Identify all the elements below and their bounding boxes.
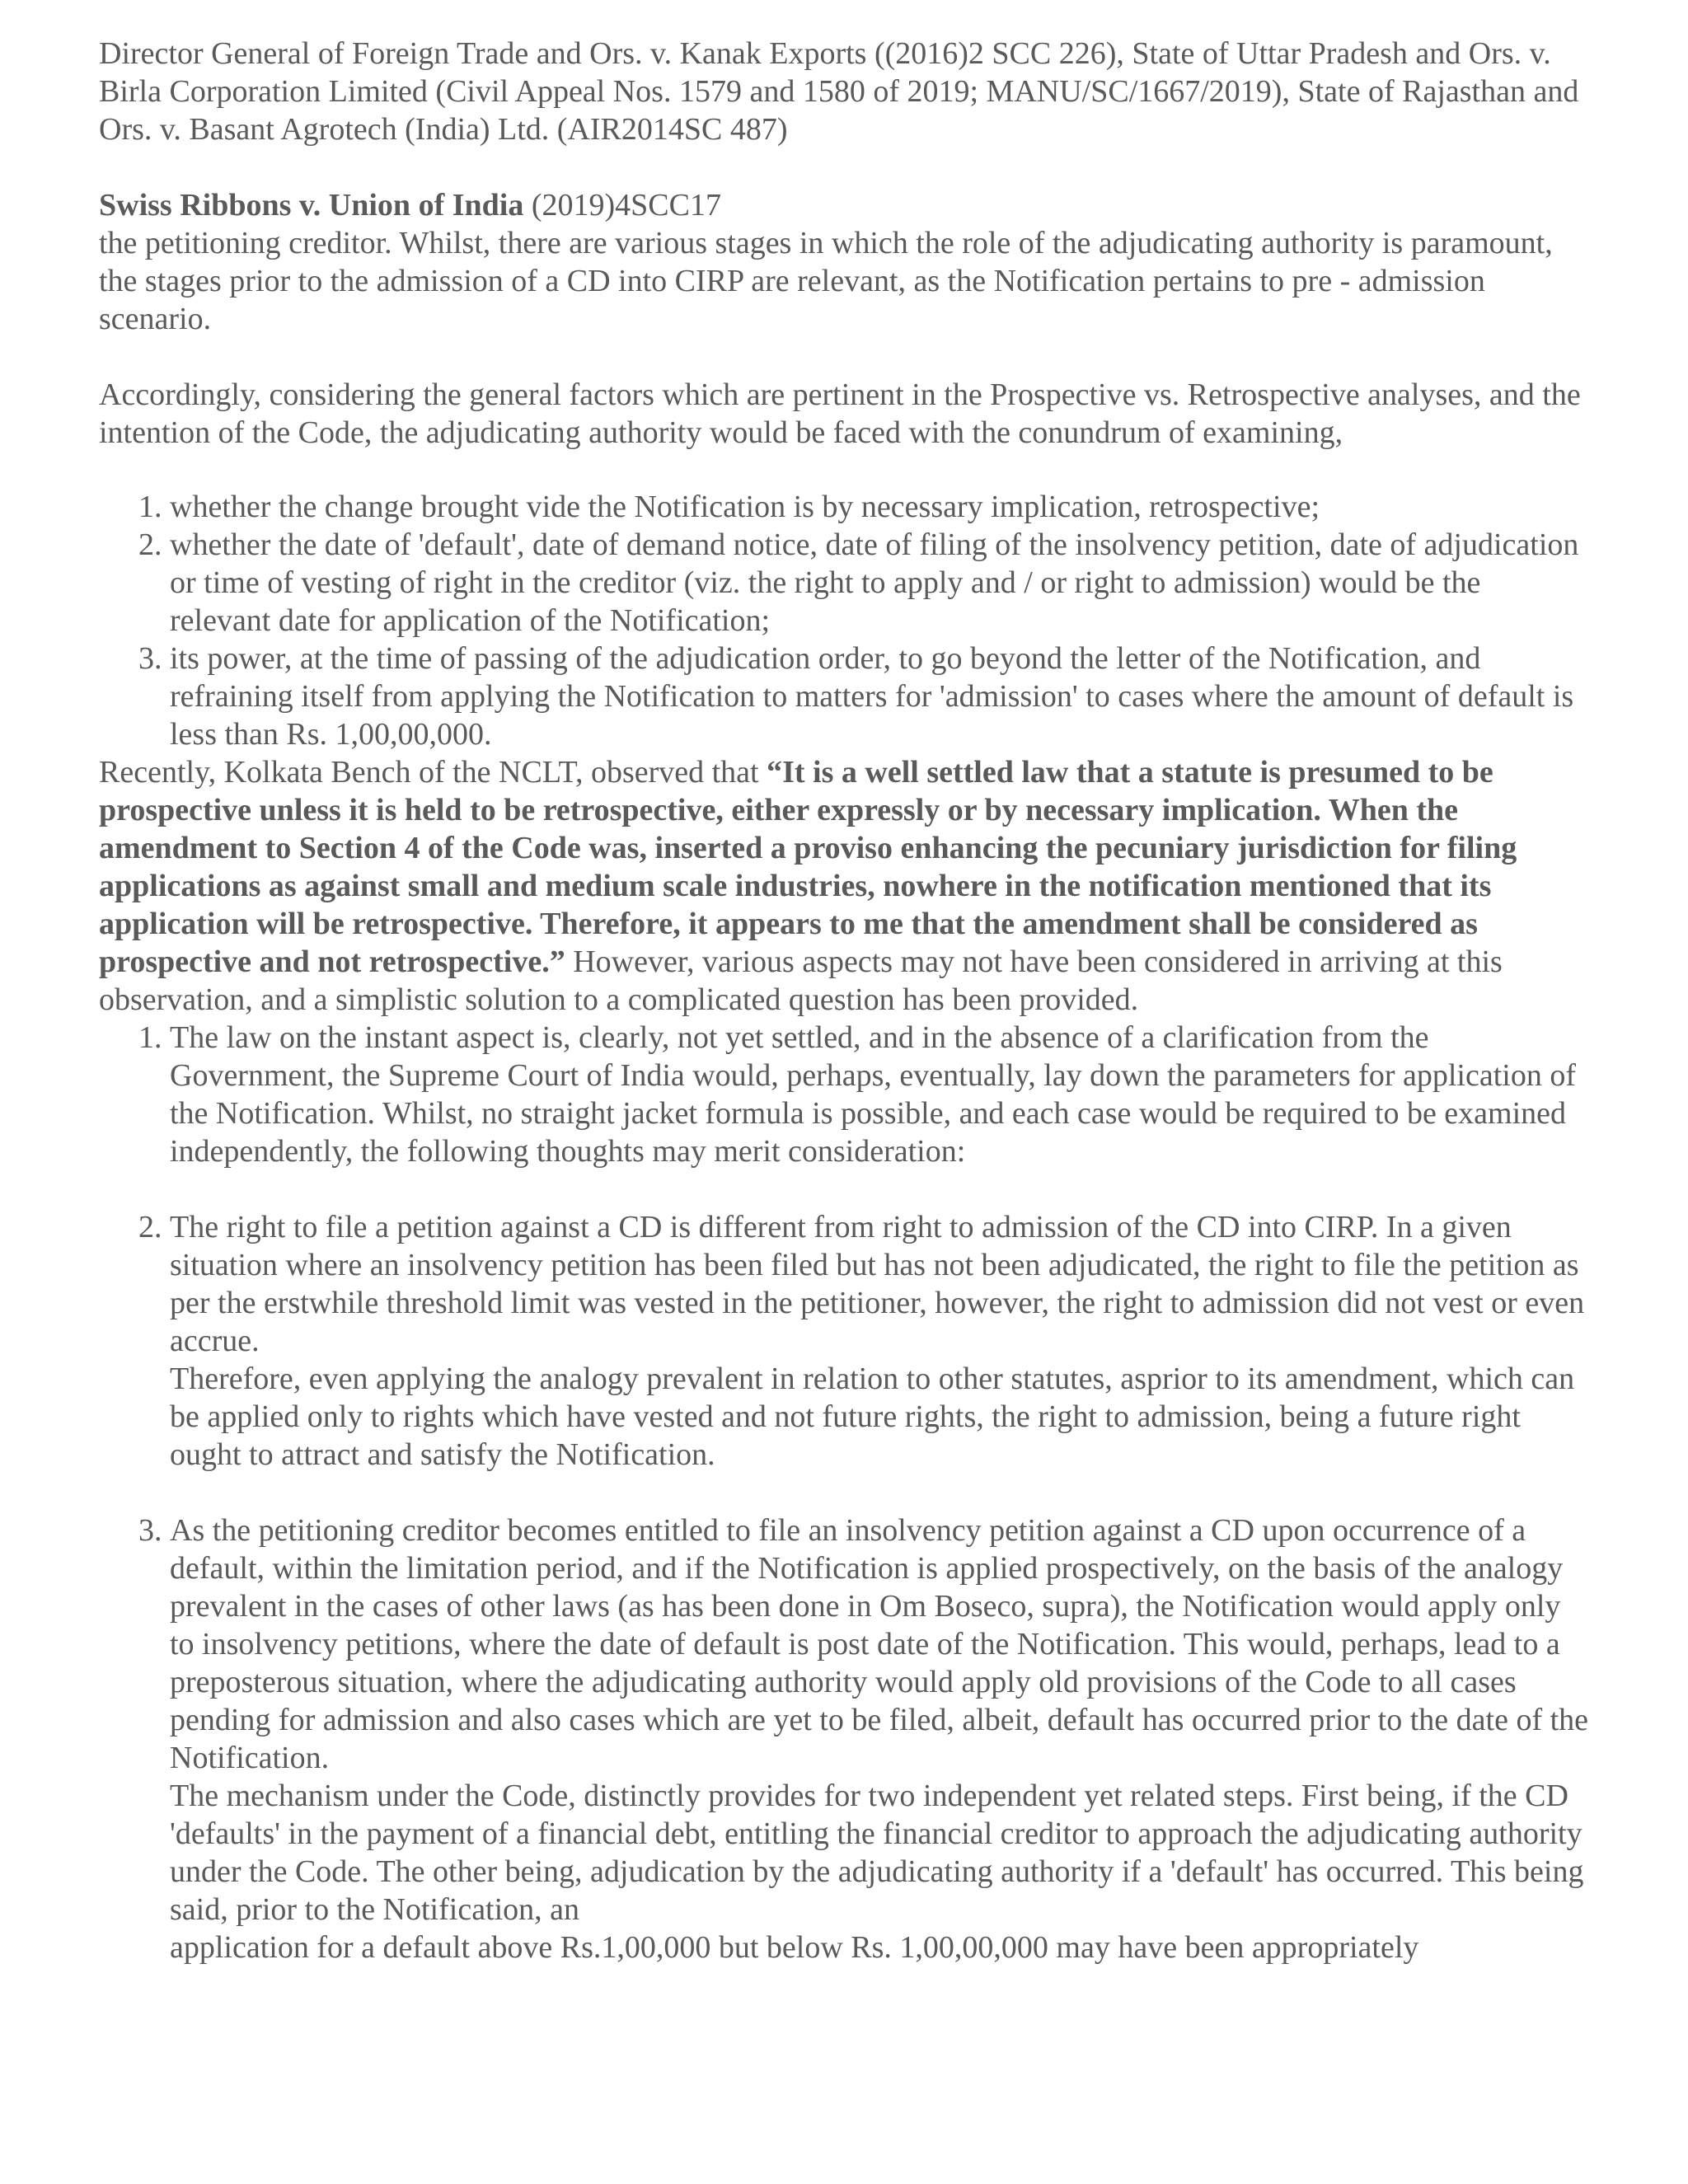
list-item-subparagraph-continued: application for a default above Rs.1,00,000 but below Rs. 1,00,00,000 may have been appropriately — [170, 1930, 1419, 1965]
case-heading-citation: (2019)4SCC17 — [523, 188, 721, 223]
recently-rest: However, various aspects may not have been considered in arriving at this observation, and a simplistic solution to a complicated question has been provided. — [99, 944, 1503, 1017]
recently-paragraph — [99, 753, 1589, 1019]
list-item: 2. whether the date of 'default', date of demand notice, date of filing of the insolvency petition, date of adjudication or time of vesting of right in the creditor (viz. the right to apply and / or right to admission) would be the relevant date for application of the Notification; — [170, 526, 1589, 640]
case-heading — [99, 186, 1589, 224]
case-heading-name: Swiss Ribbons v. Union of India — [99, 188, 524, 223]
list-item-text: The right to file a petition against a CD is different from right to admission of the CD into CIRP. In a given situation where an insolvency petition has been filed but has not been adjudicated, the right to file the petition as per the erstwhile threshold limit was vested in the petitioner, however, the right to admission did not vest or even accrue. — [170, 1210, 1585, 1358]
list-item — [170, 1511, 1589, 1966]
list-item-subparagraph: The mechanism under the Code, distinctly provides for two independent yet related steps. First being, if the CD 'defaults' in the payment of a financial debt, entitling the financial creditor to approach the adjudicating authority under the Code. The other being, adjudication by the adjudicating authority if a 'default' has occurred. This being said, prior to the Notification, an — [170, 1779, 1584, 1927]
list-item — [170, 1208, 1589, 1511]
recently-intro: Recently, Kolkata Bench of the NCLT, observed that — [99, 755, 767, 790]
list-item: 3. its power, at the time of passing of the adjudication order, to go beyond the letter of the Notification, and refraining itself from applying the Notification to matters for 'admission' to cases where the amount of default is less than Rs. 1,00,00,000. — [170, 640, 1589, 753]
spacer — [99, 338, 1589, 376]
nclt-quote: “It is a well settled law that a statute is presumed to be prospective unless it is held to be retrospective, either expressly or by necessary implication. When the amendment to Section 4 of the Code was, inserted a proviso enhancing the pecuniary jurisdiction for filing applications as against small and medium scale industries, nowhere in the notification mentioned that its application will be retrospective. Therefore, it appears to me that the amendment shall be considered as prospective and not retrospective.” — [99, 755, 1517, 979]
list-item-text: As the petitioning creditor becomes entitled to file an insolvency petition against a CD upon occurrence of a default, within the limitation period, and if the Notification is applied prospectively, on the basis of the analogy prevalent in the cases of other laws (as has been done in Om Boseco, supra), the Notification would apply only to insolvency petitions, where the date of default is post date of the Notification. This would, perhaps, lead to a preposterous situation, where the adjudicating authority would apply old provisions of the Code to all cases pending for admission and also cases which are yet to be filed, albeit, default has occurred prior to the date of the Notification. — [170, 1513, 1589, 1775]
list-item: 1. whether the change brought vide the Notification is by necessary implication, retrospective; — [170, 488, 1589, 526]
accordingly-paragraph: Accordingly, considering the general factors which are pertinent in the Prospective vs. Retrospective analyses, and the intention of the Code, the adjudicating authority would be faced with the conundrum of examining, — [99, 377, 1581, 450]
list-item-text: The law on the instant aspect is, clearly, not yet settled, and in the absence of a clarification from the Government, the Supreme Court of India would, perhaps, eventually, lay down the parameters for application of the Notification. Whilst, no straight jacket formula is possible, and each case would be required to be examined independently, the following thoughts may merit consideration: — [170, 1020, 1576, 1169]
spacer — [170, 1170, 1589, 1208]
list-item-subparagraph: Therefore, even applying the analogy prevalent in relation to other statutes, asprior to its amendment, which can be applied only to rights which have vested and not future rights, the right to admission, being a future right ought to attract and satisfy the Notification. — [170, 1361, 1575, 1472]
citations-paragraph: Director General of Foreign Trade and Ors. v. Kanak Exports ((2016)2 SCC 226), State of Uttar Pradesh and Ors. v. Birla Corporation Limited (Civil Appeal Nos. 1579 and 1580 of 2019; MANU/SC/1667/2019), State of Rajasthan and Ors. v. Basant Agrotech (India) Ltd. (AIR2014SC 487) — [99, 36, 1579, 147]
list-item — [170, 1019, 1589, 1208]
examination-list — [99, 488, 1589, 753]
considerations-list — [99, 1019, 1589, 1966]
spacer — [170, 1474, 1589, 1511]
petitioning-paragraph: the petitioning creditor. Whilst, there are various stages in which the role of the adjudicating authority is paramount, the stages prior to the admission of a CD into CIRP are relevant, as the Notification pertains to pre - admission scenario. — [99, 226, 1553, 336]
spacer — [99, 148, 1589, 186]
